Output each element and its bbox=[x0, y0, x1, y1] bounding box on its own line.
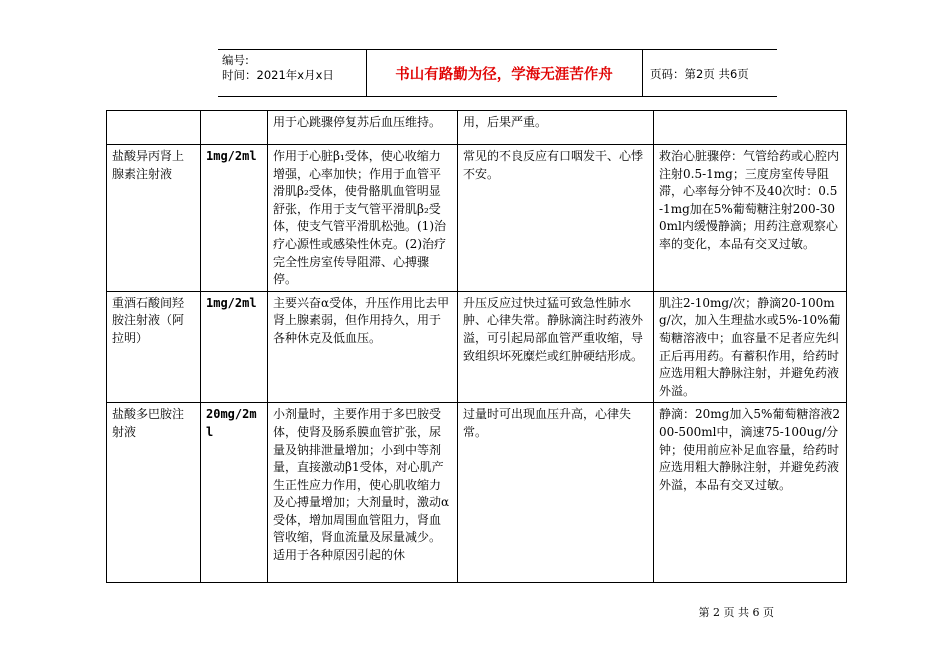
drug-action-cell: 用于心跳骤停复苏后血压维持。 bbox=[268, 111, 458, 145]
header-meta bbox=[222, 53, 334, 83]
page-header bbox=[218, 49, 777, 97]
drug-usage-cell: 救治心脏骤停：气管给药或心腔内注射0.5-1mg；三度房室传导阻滞，心率每分钟不及40次时：0.5-1mg加在5%葡萄糖注射200-300ml内缓慢静滴；用药注意观察心率的变化，本品有交叉过敏。 bbox=[654, 145, 847, 292]
header-divider bbox=[642, 50, 643, 96]
table-row bbox=[107, 403, 847, 583]
table-row bbox=[107, 111, 847, 145]
drug-name-cell: 重酒石酸间羟胺注射液（阿拉明） bbox=[107, 291, 201, 403]
drug-name-cell bbox=[107, 111, 201, 145]
drug-adverse-cell: 升压反应过快过猛可致急性肺水肿、心律失常。静脉滴注时药液外溢，可引起局部血管严重收缩，导致组织坏死糜烂或红肿硬结形成。 bbox=[458, 291, 654, 403]
header-page-number: 页码：第2页 共6页 bbox=[650, 67, 749, 81]
drug-action-cell: 作用于心脏β₁受体，使心收缩力增强，心率加快；作用于血管平滑肌β₂受体，使骨骼肌血管明显舒张，作用于支气管平滑肌β₂受体，使支气管平滑肌松弛。(1)治疗心源性或感染性休克。(2)治疗完全性房室传导阻滞、心搏骤停。 bbox=[268, 145, 458, 292]
header-time: 时间：2021年x月x日 bbox=[222, 68, 334, 82]
drug-table bbox=[106, 110, 847, 583]
drug-spec-cell: 1mg/2ml bbox=[201, 145, 268, 292]
header-number: 编号: bbox=[222, 53, 249, 67]
drug-spec-cell bbox=[201, 111, 268, 145]
drug-usage-cell bbox=[654, 111, 847, 145]
page-footer: 第 2 页 共 6 页 bbox=[698, 606, 774, 619]
drug-adverse-cell: 用，后果严重。 bbox=[458, 111, 654, 145]
drug-adverse-cell: 过量时可出现血压升高，心律失常。 bbox=[458, 403, 654, 583]
drug-action-cell: 主要兴奋α受体，升压作用比去甲肾上腺素弱，但作用持久，用于各种休克及低血压。 bbox=[268, 291, 458, 403]
drug-name-cell: 盐酸多巴胺注射液 bbox=[107, 403, 201, 583]
drug-spec-cell: 1mg/2ml bbox=[201, 291, 268, 403]
header-motto: 书山有路勤为径，学海无涯苦作舟 bbox=[395, 66, 613, 83]
drug-name-cell: 盐酸异丙肾上腺素注射液 bbox=[107, 145, 201, 292]
drug-usage-cell: 静滴：20mg加入5%葡萄糖溶液200-500ml中，滴速75-100ug/分钟；使用前应补足血容量，给药时应选用粗大静脉注射，并避免药液外溢，本品有交叉过敏。 bbox=[654, 403, 847, 583]
drug-action-cell: 小剂量时，主要作用于多巴胺受体，使肾及肠系膜血管扩张，尿量及钠排泄量增加；小到中等剂量，直接激动β1受体，对心肌产生正性应力作用，使心肌收缩力及心搏量增加；大剂量时，激动α受体，增加周围血管阻力，肾血管收缩，肾血流量及尿量减少。适用于各种原因引起的休 bbox=[268, 403, 458, 583]
table-row bbox=[107, 145, 847, 292]
table-row bbox=[107, 291, 847, 403]
drug-spec-cell: 20mg/2ml bbox=[201, 403, 268, 583]
drug-adverse-cell: 常见的不良反应有口咽发干、心悸不安。 bbox=[458, 145, 654, 292]
drug-usage-cell: 肌注2-10mg/次；静滴20-100mg/次，加入生理盐水或5%-10%葡萄糖溶液中；血容量不足者应先纠正后再用药。有蓄积作用，给药时应选用粗大静脉注射，并避免药液外溢。 bbox=[654, 291, 847, 403]
